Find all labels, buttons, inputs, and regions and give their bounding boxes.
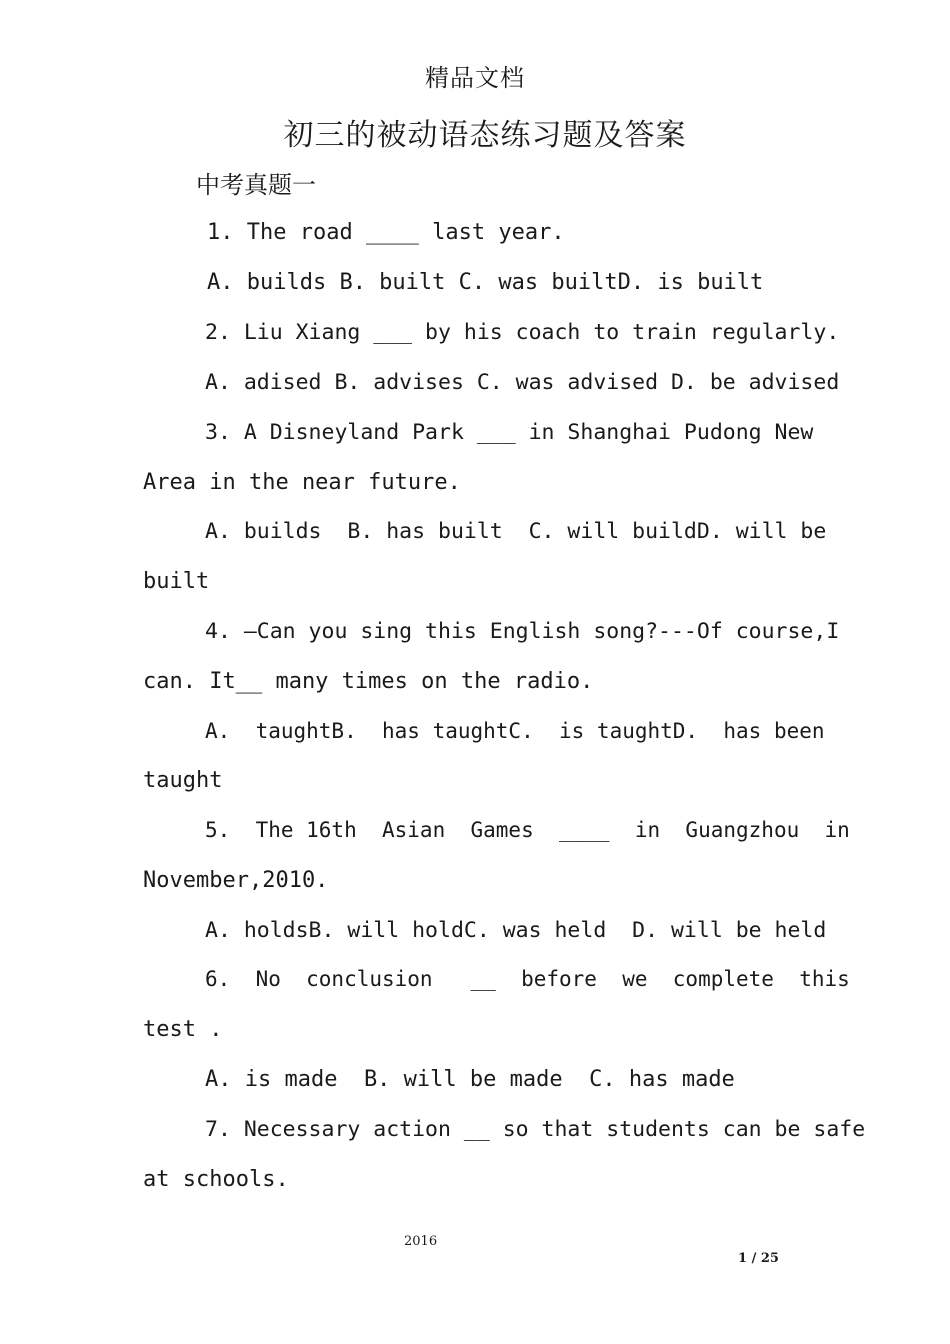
page-header: 精品文档 — [425, 64, 525, 92]
question-5-continued: November,2010. — [143, 868, 329, 893]
footer-year: 2016 — [404, 1234, 438, 1249]
question-1: 1. The road ____ last year. — [207, 220, 565, 245]
question-4-options-continued: taught — [143, 768, 223, 793]
question-1-options: A. builds B. built C. was builtD. is built — [207, 270, 764, 295]
question-5-options: A. holdsB. will holdC. was held D. will be held — [205, 918, 827, 943]
question-3-options-continued: built — [143, 569, 210, 594]
question-3-continued: Area in the near future. — [143, 470, 461, 495]
question-4-continued: can. It__ many times on the radio. — [143, 669, 594, 694]
question-7: 7. Necessary action __ so that students can be safe — [205, 1117, 866, 1142]
question-3: 3. A Disneyland Park ___ in Shanghai Pudong New — [205, 420, 814, 445]
question-2-options: A. adised B. advises C. was advised D. be advised — [205, 370, 840, 395]
question-6-continued: test . — [143, 1017, 223, 1042]
question-3-options: A. builds B. has built C. will buildD. will be — [205, 519, 827, 544]
question-7-continued: at schools. — [143, 1167, 289, 1192]
question-4: 4. –Can you sing this English song?---Of course,I — [205, 619, 840, 644]
question-2: 2. Liu Xiang ___ by his coach to train regularly. — [205, 320, 840, 345]
section-heading: 中考真题一 — [196, 171, 316, 199]
question-6: 6. No conclusion __ before we complete this — [205, 967, 850, 991]
question-6-options: A. is made B. will be made C. has made — [205, 1067, 735, 1092]
question-4-options: A. taughtB. has taughtC. is taughtD. has been — [205, 719, 825, 743]
page-number: 1 / 25 — [738, 1251, 779, 1266]
document-title: 初三的被动语态练习题及答案 — [283, 118, 687, 153]
question-5: 5. The 16th Asian Games ____ in Guangzhou in — [205, 818, 850, 842]
